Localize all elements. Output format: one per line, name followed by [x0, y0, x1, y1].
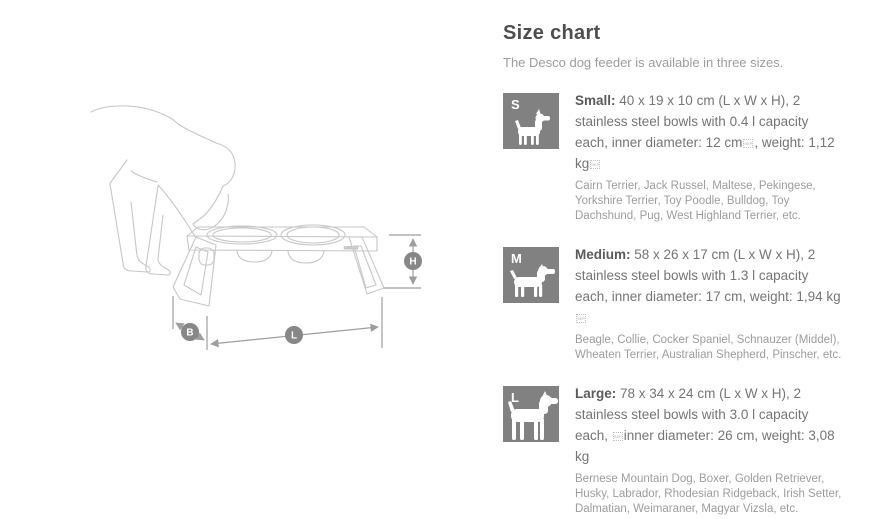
- size-description-small: [575, 90, 843, 174]
- size-icon-small: [503, 93, 559, 149]
- breed-list-small: Cairn Terrier, Jack Russel, Maltese, Pekingese, Yorkshire Terrier, Toy Poodle, Bulldog, Toy Dachshund, Pug, West Highland Terrier, etc.: [575, 180, 816, 222]
- size-name-medium: Medium:: [575, 247, 631, 262]
- size-desc-part: 58 x 26 x 17 cm (L x W x H), 2 stainless steel bowls with 1.3 l capacity each, inner diameter: 17 cm, weight: 1,94 kg: [575, 247, 841, 304]
- size-letter-medium: M: [511, 251, 522, 266]
- dimension-height: [384, 235, 422, 288]
- breed-list-medium: Beagle, Collie, Cocker Spaniel, Schnauzer (Middel), Wheaten Terrier, Australian Shepherd, Pinscher, etc.: [575, 334, 842, 361]
- length-label: L: [290, 330, 298, 342]
- breed-list-large: Bernese Mountain Dog, Boxer, Golden Retriever, Husky, Labrador, Rhodesian Ridgeback, Irish Setter, Dalmatian, Weimaraner, Magyar Vizsla, etc.: [575, 473, 842, 515]
- small-dog-icon: [503, 93, 559, 149]
- feeder-diagram-svg: [55, 95, 475, 370]
- size-desc-part: inner diameter: 26 cm, weight: 3,08 kg: [575, 428, 835, 464]
- size-desc-part: 78 x 34 x 24 cm (L x W x H), 2 stainless steel bowls with 3.0 l capacity each,: [575, 386, 809, 443]
- size-letter-small: S: [511, 97, 520, 112]
- feeder-diagram: [55, 95, 475, 370]
- size-icon-large: [503, 386, 559, 442]
- size-section-small: [503, 93, 843, 224]
- page-subtitle: The Desco dog feeder is available in three sizes.: [503, 55, 784, 70]
- height-label: H: [409, 256, 417, 268]
- size-chart-panel: [503, 22, 843, 517]
- feeder-drawing: [173, 225, 384, 306]
- size-name-large: Large:: [575, 386, 617, 401]
- size-section-large: [503, 386, 843, 517]
- size-name-small: Small:: [575, 93, 616, 108]
- size-description-medium: [575, 244, 843, 328]
- dimension-length: [211, 297, 382, 348]
- invisible-char-marker: SEP: [744, 141, 753, 146]
- size-desc-part: 40 x 19 x 10 cm (L x W x H), 2 stainless steel bowls with 0.4 l capacity each, inner diameter: 12 cm: [575, 93, 809, 150]
- size-icon-medium: [503, 247, 559, 303]
- invisible-char-marker: SEP: [577, 316, 586, 321]
- size-text-medium: [575, 247, 843, 363]
- brand-label: DESCO: [344, 245, 359, 250]
- page-title: Size chart: [503, 22, 601, 44]
- size-description-large: [575, 383, 843, 467]
- size-letter-large: L: [511, 390, 519, 405]
- size-desc-part: , weight: 1,12 kg: [575, 135, 835, 171]
- invisible-char-marker: SEP: [613, 434, 622, 439]
- size-text-large: [575, 386, 843, 517]
- medium-dog-icon: [503, 247, 559, 303]
- invisible-char-marker: SEP: [591, 162, 600, 167]
- width-label: B: [186, 327, 194, 339]
- size-section-medium: [503, 247, 843, 363]
- size-text-small: [575, 93, 843, 224]
- large-dog-icon: [503, 386, 559, 442]
